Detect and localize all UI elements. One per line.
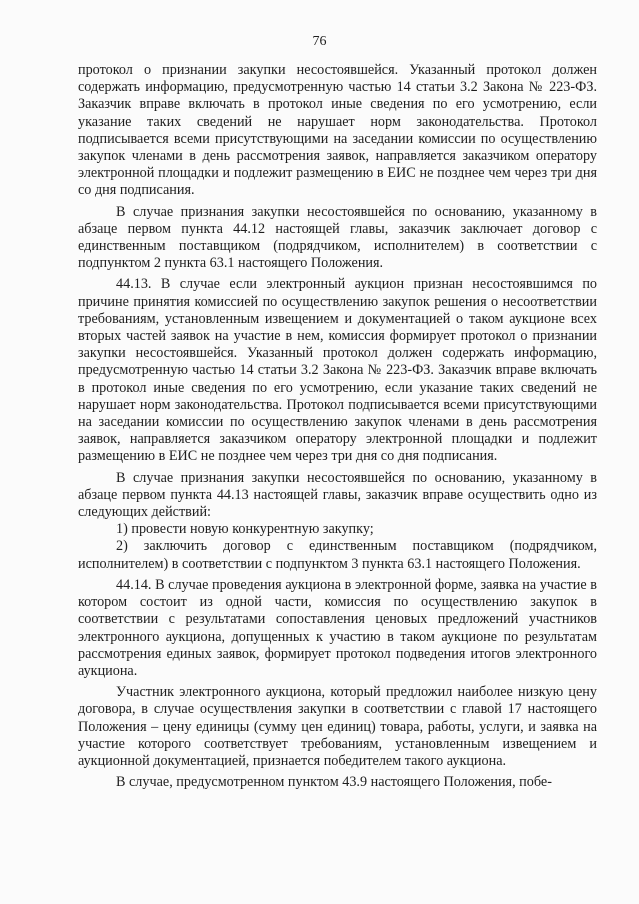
paragraph: В случае, предусмотренном пунктом 43.9 настоящего Положения, побе- — [116, 774, 552, 791]
paragraph: В случае признания закупки несостоявшейся по основанию, указанному в абзаце первом пункта 44.12 настоящей главы, заказчик заключает договор с единственным поставщиком (подрядчиком, исполнителем) в соответствии с подпунктом 2 пункта 63.1 настоящего Положения. — [78, 203, 597, 272]
paragraph-continuation: протокол о признании закупки несостоявшейся. Указанный протокол должен содержать информацию, предусмотренную частью 14 статьи 3.2 Закона № 223-ФЗ. Заказчик вправе включать в протокол иные сведения по его усмотрению, если указание таких сведений не нарушает норм законодательства. Протокол подписывается всеми присутствующими на заседании комиссии по осуществлению закупок членами в день рассмотрения заявок, направляется заказчиком оператору электронной площадки и подлежит размещению в ЕИС не позднее чем через три дня со дня подписания. — [78, 62, 597, 199]
list-item: 2) заключить договор с единственным поставщиком (подрядчиком, исполнителем) в соответствии с подпунктом 3 пункта 63.1 настоящего Положения. — [78, 538, 597, 572]
paragraph-clause-44-13: 44.13. В случае если электронный аукцион признан несостоявшимся по причине принятия комиссией по осуществлению закупок решения о несоответствии требованиям, установленным извещением и документацией о таком аукционе всех вторых частей заявок на участие в нем, комиссия формирует протокол о признании закупки несостоявшейся. Указанный протокол должен содержать информацию, предусмотренную частью 14 статьи 3.2 Закона № 223-ФЗ. Заказчик вправе включать в протокол иные сведения по его усмотрению, если указание таких сведений не нарушает норм законодательства. Протокол подписывается всеми присутствующими на заседании комиссии по осуществлению закупок членами в день рассмотрения заявок, направляется заказчиком оператору электронной площадки и подлежит размещению в ЕИС не позднее чем через три дня со дня подписания. — [78, 276, 597, 465]
paragraph: Участник электронного аукциона, который предложил наиболее низкую цену договора, в случае осуществления закупки в соответствии с главой 17 настоящего Положения – цену единицы (сумму цен единиц) товара, работы, услуги, и заявка на участие которого соответствует требованиям, установленным извещением и аукционной документацией, признается победителем такого аукциона. — [78, 684, 597, 769]
paragraph: В случае признания закупки несостоявшейся по основанию, указанному в абзаце первом пункта 44.13 настоящей главы, заказчик вправе осуществить одно из следующих действий: — [78, 469, 597, 521]
document-body — [78, 62, 597, 791]
list-item: 1) провести новую конкурентную закупку; — [116, 521, 374, 538]
page-number: 76 — [312, 34, 327, 49]
paragraph-clause-44-14: 44.14. В случае проведения аукциона в электронной форме, заявка на участие в котором состоит из одной части, комиссия по осуществлению закупок в соответствии с результатами сопоставления ценовых предложений участников электронного аукциона, допущенных к участию в таком аукционе по результатам рассмотрения единых заявок, формирует протокол подведения итогов электронного аукциона. — [78, 576, 597, 679]
